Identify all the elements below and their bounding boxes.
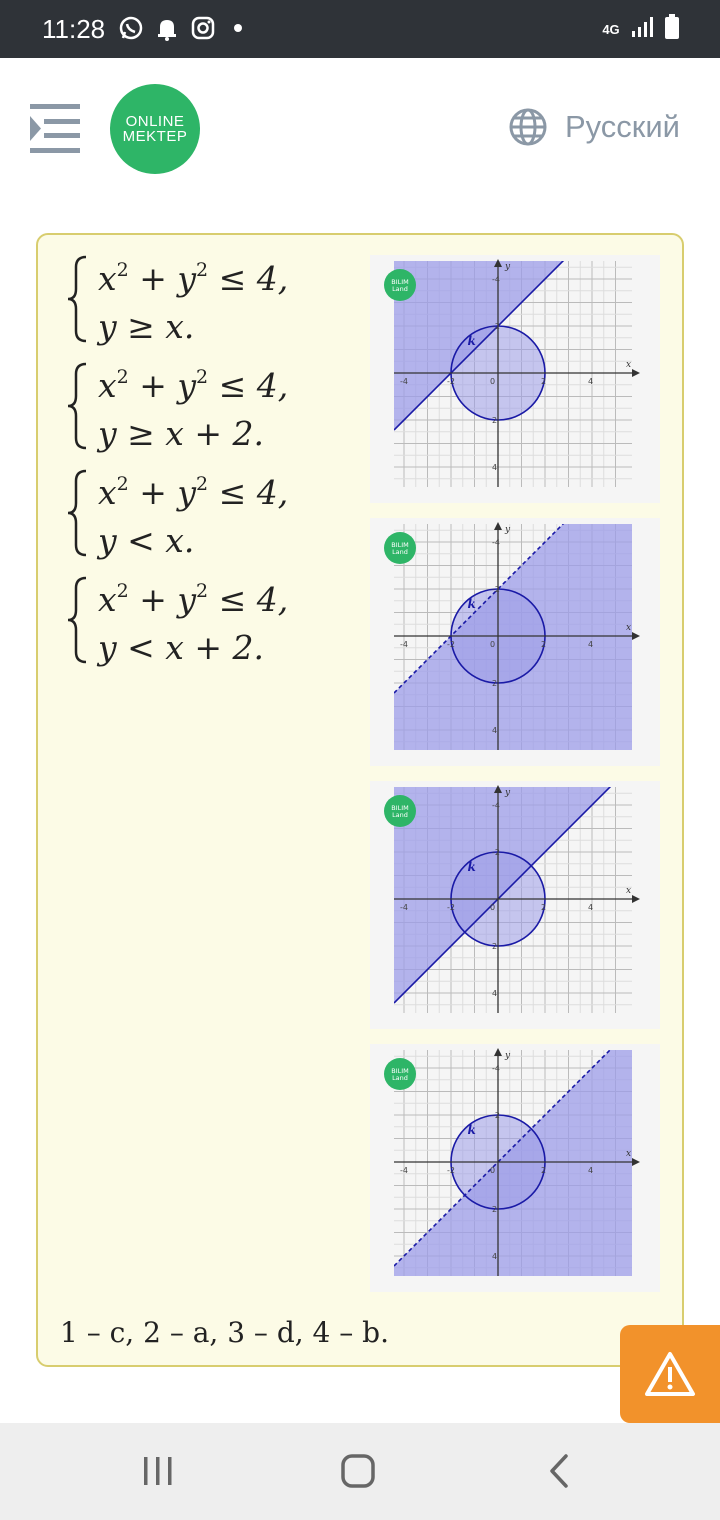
menu-button[interactable] [30,104,82,154]
x-axis-label: x [626,360,632,370]
brace-icon [66,362,90,450]
x-tick-label: 4 [588,903,594,912]
badge-text-bottom: Land [392,285,408,293]
x-tick-label: -4 [400,640,408,649]
x-tick-label: -2 [447,903,455,912]
y-tick-label: -4 [492,538,500,547]
alarm-icon [154,14,180,42]
system-1 [66,255,366,362]
origin-label: 0 [490,1166,496,1175]
status-bar [0,0,720,58]
whatsapp-icon [118,14,144,42]
curve-label: k [467,1122,476,1137]
x-tick-label: -4 [400,377,408,386]
inequality-2: y < x. [98,521,195,560]
online-mektep-logo[interactable] [110,84,200,174]
badge-text-bottom: Land [392,811,408,819]
y-axis-arrow [494,522,502,530]
inequality-2: y < x + 2. [98,628,264,667]
y-tick-label: -2 [492,848,500,857]
recent-apps-icon [138,1453,178,1489]
x-axis-label: x [626,623,632,633]
y-axis-arrow [494,1048,502,1056]
menu-indent-icon [30,104,82,154]
y-tick-label: 4 [492,463,498,472]
graph-option-b[interactable] [370,518,660,766]
home-icon [338,1453,378,1489]
x-tick-label: -4 [400,1166,408,1175]
origin-label: 0 [490,640,496,649]
back-icon [540,1453,580,1489]
x-tick-label: -2 [447,640,455,649]
x-axis-arrow [632,895,640,903]
x-axis-label: x [626,1149,632,1159]
y-axis-label: y [505,788,511,798]
inequality-1: $x^2 + y^2 \le 4$, [98,580,289,619]
more-notifications-dot [234,24,242,32]
y-axis-label: y [505,1051,511,1061]
badge-text-bottom: Land [392,548,408,556]
x-tick-label: -2 [447,377,455,386]
system-3 [66,469,366,576]
brace-icon [66,255,90,343]
x-tick-label: 2 [541,1166,547,1175]
y-tick-label: -4 [492,275,500,284]
brace-icon [66,576,90,664]
graph-option-a[interactable] [370,255,660,503]
y-tick-label: 2 [492,1205,498,1214]
network-type: 4G [602,21,620,37]
recent-apps-button[interactable] [138,1453,178,1489]
x-axis-label: x [626,886,632,896]
origin-label: 0 [490,903,496,912]
logo-text-bottom: MEKTEP [122,128,188,145]
inequality-2: y ≥ x + 2. [98,414,264,453]
graph-option-d[interactable] [370,1044,660,1292]
battery-icon [664,14,680,45]
origin-label: 0 [490,377,496,386]
home-button[interactable] [338,1453,378,1489]
x-tick-label: 4 [588,1166,594,1175]
x-tick-label: 2 [541,640,547,649]
signal-icon [630,15,654,44]
curve-label: k [467,596,476,611]
inequality-1: $x^2 + y^2 \le 4$, [98,259,289,298]
x-tick-label: 4 [588,640,594,649]
report-button[interactable] [620,1325,720,1423]
system-2 [66,362,366,469]
y-tick-label: 2 [492,416,498,425]
y-tick-label: 4 [492,1252,498,1261]
y-tick-label: 4 [492,989,498,998]
system-icons [602,14,680,45]
y-tick-label: -2 [492,585,500,594]
inequality-1: $x^2 + y^2 \le 4$, [98,366,289,405]
brace-icon [66,469,90,557]
y-tick-label: 2 [492,679,498,688]
inequality-1: $x^2 + y^2 \le 4$, [98,473,289,512]
navigation-bar [0,1423,720,1520]
y-tick-label: -2 [492,1111,500,1120]
badge-text-top: BILIM [391,278,409,286]
badge-text-top: BILIM [391,804,409,812]
task-card [36,233,684,1367]
language-label: Русский [564,109,680,144]
y-tick-label: -4 [492,1064,500,1073]
x-tick-label: 2 [541,903,547,912]
x-tick-label: -2 [447,1166,455,1175]
x-tick-label: 2 [541,377,547,386]
y-axis-label: y [505,525,511,535]
inequality-2: y ≥ x. [98,307,195,346]
answer-text: 1 – c, 2 – a, 3 – d, 4 – b. [60,1316,389,1349]
y-axis-label: y [505,262,511,272]
app-header [0,58,720,198]
systems-list [66,255,366,683]
y-tick-label: 4 [492,726,498,735]
badge-text-top: BILIM [391,541,409,549]
language-selector[interactable] [509,108,680,146]
y-tick-label: 2 [492,942,498,951]
warning-icon [644,1351,696,1397]
x-tick-label: -4 [400,903,408,912]
notification-icons [118,14,242,42]
y-tick-label: -4 [492,801,500,810]
x-tick-label: 4 [588,377,594,386]
badge-text-top: BILIM [391,1067,409,1075]
status-time: 11:28 [42,14,106,44]
curve-label: k [467,859,476,874]
system-4 [66,576,366,683]
x-axis-arrow [632,632,640,640]
back-button[interactable] [540,1453,580,1489]
x-axis-arrow [632,1158,640,1166]
y-tick-label: -2 [492,322,500,331]
x-axis-arrow [632,369,640,377]
curve-label: k [467,333,476,348]
globe-icon [509,108,547,146]
badge-text-bottom: Land [392,1074,408,1082]
logo-text-top: ONLINE [125,113,185,130]
instagram-icon [190,14,216,42]
graph-option-c[interactable] [370,781,660,1029]
